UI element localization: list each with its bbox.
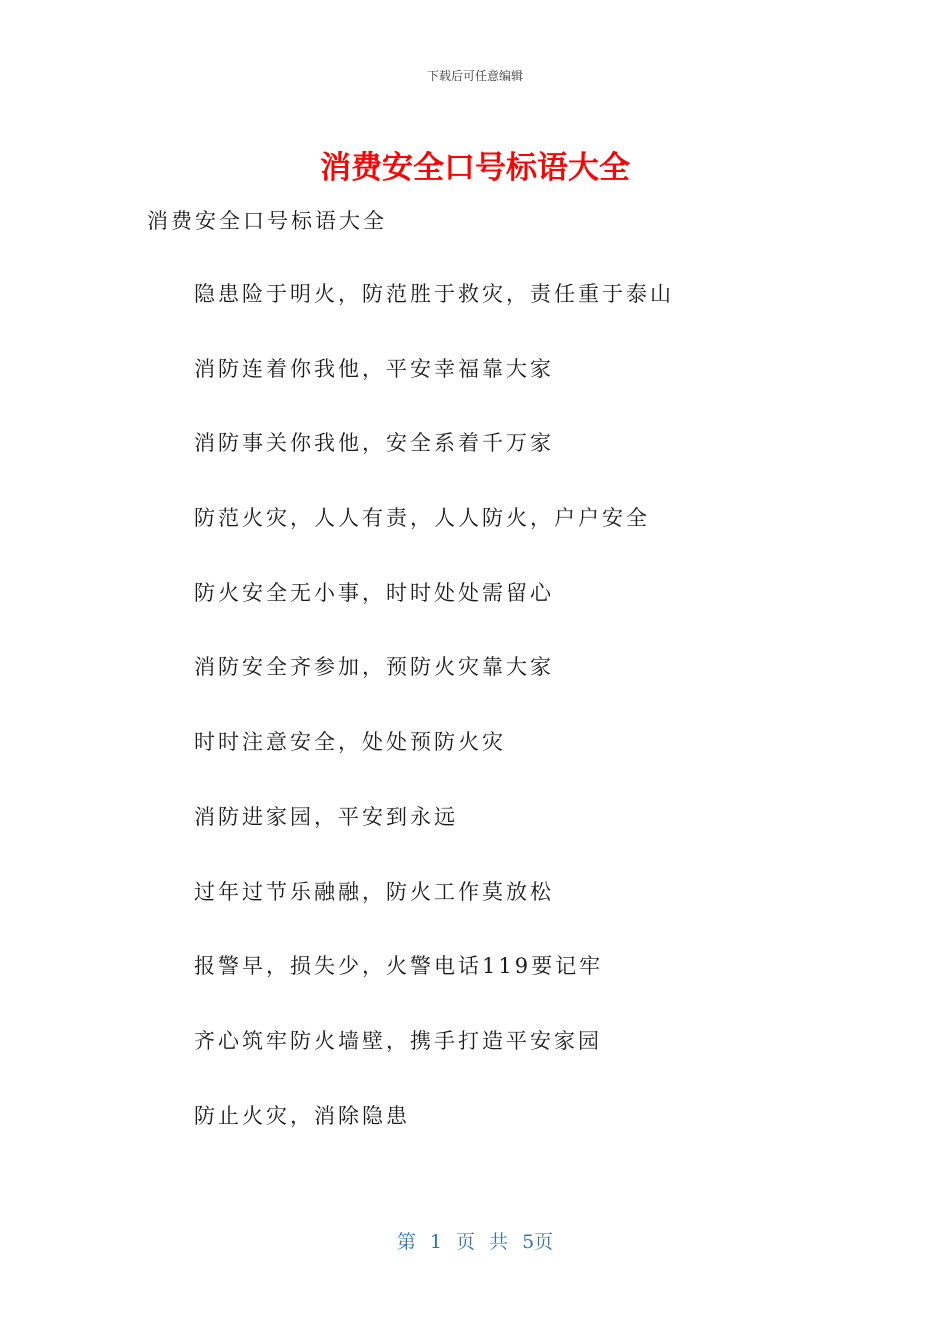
slogan-item: 时时注意安全，处处预防火灾 [194, 730, 506, 755]
slogan-item: 消防进家园，平安到永远 [194, 804, 458, 829]
page-number-footer: 第 1 页 共 5页 [396, 1231, 554, 1253]
slogan-item: 报警早，损失少，火警电话119要记牢 [194, 954, 604, 979]
slogan-item: 齐心筑牢防火墙壁，携手打造平安家园 [194, 1028, 602, 1053]
document-title: 消费安全口号标语大全 [320, 150, 630, 186]
slogan-item: 防范火灾，人人有责，人人防火，户户安全 [194, 506, 650, 531]
slogan-item: 隐患险于明火，防范胜于救灾，责任重于泰山 [194, 282, 674, 306]
slogan-item: 防止火灾，消除隐患 [194, 1103, 410, 1128]
slogan-list [194, 278, 674, 1174]
slogan-item: 消防连着你我他，平安幸福靠大家 [194, 356, 554, 381]
document-subtitle: 消费安全口号标语大全 [147, 209, 387, 233]
slogan-item: 过年过节乐融融，防火工作莫放松 [194, 879, 554, 904]
slogan-item: 消防事关你我他，安全系着千万家 [194, 431, 554, 456]
slogan-item: 消防安全齐参加，预防火灾靠大家 [194, 655, 554, 680]
slogan-item: 防火安全无小事，时时处处需留心 [194, 580, 554, 605]
header-note: 下载后可任意编辑 [426, 69, 523, 83]
